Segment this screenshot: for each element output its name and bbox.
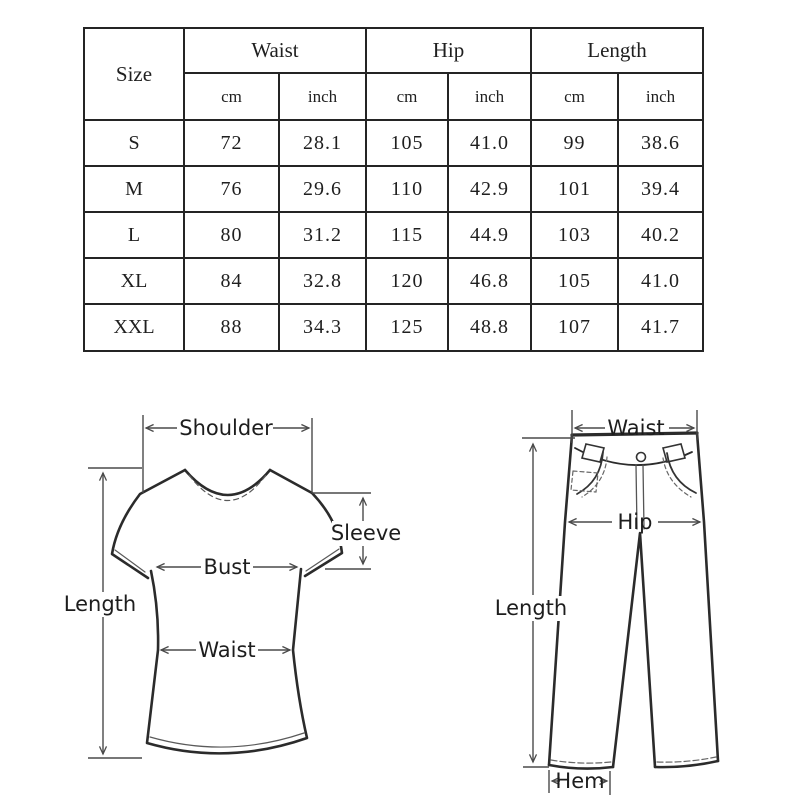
length-cm-cell: 107 [531,304,618,351]
waist-cm-cell: 76 [184,166,279,212]
length-cm-header: cm [531,73,618,120]
length-cm-cell: 105 [531,258,618,304]
size-cell: L [84,212,184,258]
hip-inch-header: inch [448,73,531,120]
hip-inch-cell: 46.8 [448,258,531,304]
hip-column-header: Hip [366,28,531,73]
hip-inch-cell: 48.8 [448,304,531,351]
length-cm-cell: 103 [531,212,618,258]
length-inch-cell: 39.4 [618,166,703,212]
waist-inch-cell: 28.1 [279,120,366,166]
hip-inch-cell: 44.9 [448,212,531,258]
tshirt-collar-inner [189,475,266,501]
tshirt-measurement-diagram [55,393,410,793]
hip-cm-cell: 120 [366,258,448,304]
hip-inch-cell: 42.9 [448,166,531,212]
table-row [84,304,703,351]
waist-cm-header: cm [184,73,279,120]
shoulder-label: Shoulder [179,416,273,440]
size-cell: XXL [84,304,184,351]
hip-cm-cell: 110 [366,166,448,212]
table-row [84,258,703,304]
shirt-waist-label: Waist [198,638,256,662]
length-inch-cell: 38.6 [618,120,703,166]
hip-label: Hip [617,510,653,534]
length-inch-cell: 41.0 [618,258,703,304]
size-cell: S [84,120,184,166]
hip-cm-header: cm [366,73,448,120]
sleeve-label: Sleeve [330,521,402,545]
waist-inch-cell: 31.2 [279,212,366,258]
length-inch-cell: 41.7 [618,304,703,351]
length-column-header: Length [531,28,703,73]
pants-waist-label: Waist [607,416,665,440]
tshirt-detail-lines [115,475,339,747]
waist-column-header: Waist [184,28,366,73]
waist-cm-cell: 84 [184,258,279,304]
table-row [84,166,703,212]
size-chart-table [83,27,704,352]
table-row [84,120,703,166]
tshirt-outline [112,470,342,753]
waist-inch-cell: 32.8 [279,258,366,304]
shirt-length-label: Length [63,592,137,616]
pants-right-outer-seam [697,433,718,761]
size-cell: M [84,166,184,212]
right-hem-stitch [657,757,716,762]
size-cell: XL [84,258,184,304]
length-inch-header: inch [618,73,703,120]
waist-cm-cell: 72 [184,120,279,166]
waist-cm-cell: 88 [184,304,279,351]
pants-right-hem [655,761,718,767]
pants-inner-seams [613,533,655,767]
pants-details [551,444,716,763]
length-cm-cell: 101 [531,166,618,212]
bust-label: Bust [203,555,251,579]
waist-cm-cell: 80 [184,212,279,258]
hip-cm-cell: 105 [366,120,448,166]
tshirt-left-sleeve [112,470,185,578]
waist-inch-cell: 34.3 [279,304,366,351]
table-row [84,212,703,258]
left-hem-stitch [551,760,611,763]
tshirt-dimension-lines [88,415,371,758]
length-inch-cell: 40.2 [618,212,703,258]
pants-outline [549,433,718,769]
tshirt-right-cuff-line [306,549,339,571]
length-cm-cell: 99 [531,120,618,166]
pants-measurement-diagram [465,393,800,800]
size-column-header: Size [84,28,184,120]
tshirt-neckline [185,470,270,495]
pants-length-label: Length [494,596,568,620]
waist-inch-cell: 29.6 [279,166,366,212]
waist-button [637,453,646,462]
hip-cm-cell: 125 [366,304,448,351]
hem-label: Hem [555,769,605,793]
hip-cm-cell: 115 [366,212,448,258]
tshirt-left-cuff-line [115,550,145,572]
belt-loop-left [582,444,604,462]
hip-inch-cell: 41.0 [448,120,531,166]
waist-inch-header: inch [279,73,366,120]
